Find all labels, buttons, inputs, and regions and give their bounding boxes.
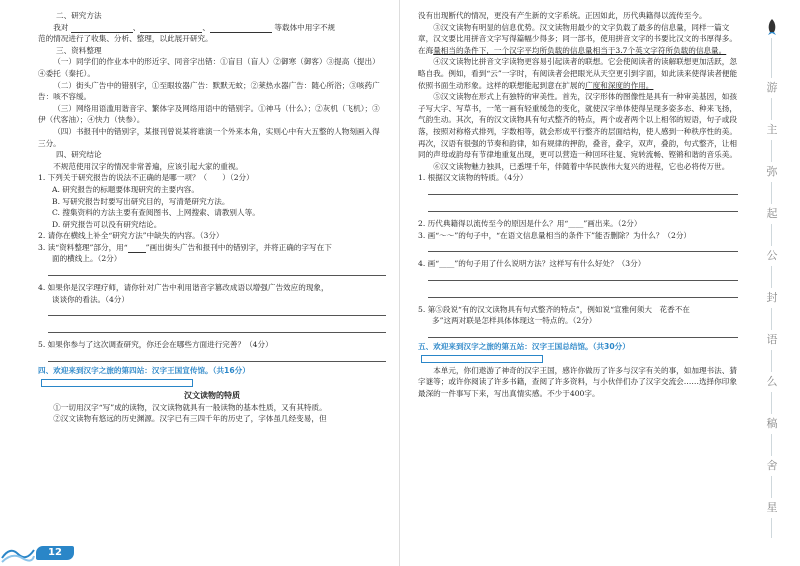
article-continuation: 没有出现断代的情况，更没有产生新的文字系统。正因如此，历代典籍得以流传至今。 bbox=[418, 11, 707, 20]
right-question-3: 3. 画“～～”的句子中，“在语文信息量相当的条件下”能否删除？为什么？（2分） bbox=[418, 230, 692, 240]
answer-line-q4-b[interactable] bbox=[48, 322, 386, 333]
article-paragraph-2: ②汉文读物有悠远的历史渊源。汉字已有三四千年的历史了，字体虽几经变易，但 bbox=[53, 414, 327, 424]
article-paragraph-4: ④汉文读物比拼音文字读物更容易引起读者的联想。它会使阅读者的读解联想更加活跃，忽略自我。例如，看到“云”一字时，有阅读者会把眼光从天空更引到字面，如此读来使得读者便能依照书面生动形象。这样的联想能起到意在扩展的广度和深度的作用。 bbox=[418, 57, 738, 90]
sidebar-char: 舍 bbox=[762, 456, 782, 476]
answer-line-rq4-b[interactable] bbox=[428, 287, 738, 298]
article-paragraph-5: ⑤汉文读物在形式上有独特的审美性。首先，汉字形体的图像性是具有一种审美基因，如孩子写大字、写草书，一笔一画有轻重缓急的变化，就使汉字单体使得呈现多姿多态、种来飞扬，气韵生动。其次，有的汉文读物具有句式整齐的特点，两个或者两个以上相邻的短语，句子或段落，按照对称格式排列，字数相等，就会形成平行整齐的层面结构，使人感到一种秩序性的美。再次，汉语有很强的节奏和韵律，如有规律的押韵，叠音，叠字，双声，叠韵，句式整齐，让相同的声母或韵母有节律地重复出现，更可以营造一种回环往复、宛转流畅、铿锵和谐的音乐美。 bbox=[418, 92, 737, 160]
answer-line-rq4-a[interactable] bbox=[428, 270, 738, 281]
question-1: 1. 下列关于研究报告的说法不正确的是哪一项？（ ）（2分） bbox=[38, 173, 254, 183]
sidebar-char: 起 bbox=[762, 204, 782, 224]
rocket-icon bbox=[764, 18, 780, 36]
question-4: 4. 如果你是汉字理疗师，请你针对广告中利用谐音字篡改成语以增强广告效应的现象， bbox=[38, 283, 329, 293]
sidebar-char: 公 bbox=[762, 246, 782, 266]
section-bar bbox=[41, 379, 193, 387]
section-5-banner: 五、欢迎来到汉字之旅的第五站：汉字王国总结馆。（共30分） bbox=[418, 341, 738, 365]
answer-line-rq5[interactable] bbox=[428, 327, 738, 338]
answer-line-q3[interactable] bbox=[48, 265, 386, 276]
sidebar-char: 弥 bbox=[762, 162, 782, 182]
sidebar-char: 星 bbox=[762, 498, 782, 518]
blank-3[interactable] bbox=[210, 23, 272, 33]
right-page bbox=[400, 0, 800, 566]
methods-line-1: 我对 、 、 等载体中用字不规 bbox=[53, 22, 336, 32]
option-a[interactable]: A. 研究报告的标题要体现研究的主要内容。 bbox=[52, 184, 199, 194]
composition-prompt: 本单元，你们遨游了神奇的汉字王国，感许你做历了许多与汉字有关的事，如加理书法、猜字谜等；或许你阅读了许多书籍，查阅了许多资料，与小伙伴们办了汉字交流会……选择你印象最深的一件事写下来，写出真情实感。不少于400字。 bbox=[418, 365, 737, 399]
option-b[interactable]: B. 写研究报告时要写出研究目的，写清楚研究方法。 bbox=[52, 196, 230, 206]
data-paragraph-1: （一）同学们的作业本中的形近字、同音字出错：①盲目（盲人）②御寒（御客）③提高（提出）④委托（秦托）。 bbox=[38, 57, 380, 78]
question-4-line-2: 谈谈你的看法。（4分） bbox=[52, 294, 129, 304]
answer-line-rq3[interactable] bbox=[428, 241, 738, 252]
methods-line-2: 范的情况进行了收集、分析、整理，以此展开研究。 bbox=[38, 34, 213, 44]
option-c[interactable]: C. 搜集资料的方法主要有查阅图书、上网搜索、请教别人等。 bbox=[52, 208, 260, 218]
data-paragraph-4: （四）书报刊中的错别字，某报刊曾说某将谁演一个外来本角，实则心中有大五整的人物刻画入得三分。 bbox=[38, 126, 380, 148]
data-paragraph-2: （二）街头广告中的错别字，①至眼妆器广告：默默无蚊；②莱热水器广告：随心所浴；③咳药广告：咳不容缓。 bbox=[38, 80, 380, 102]
conclusion-paragraph: 不规范使用汉字的情况非常普遍，应该引起大家的重视。 bbox=[53, 161, 244, 171]
article-title: 汉文读物的特质 bbox=[184, 389, 240, 400]
question-2: 2. 请你在横线上补全“研究方法”中缺失的内容。（3分） bbox=[38, 231, 224, 241]
sidebar-char: 语 bbox=[762, 330, 782, 350]
section-4-banner: 四、欢迎来到汉字之旅的第四站：汉字王国宣传馆。（共16分） bbox=[38, 365, 386, 389]
article-paragraph-3: ③汉文读物有明显的信息优势。汉文读物用最少的文字负载了最多的信息量，同样一篇文章，汉文要比用拼音文字写得篇幅少得多；同一部书，使用拼音文字的书要比汉文的书厚得多。在海量相当的条件下，一个汉字平均所负载的信息量相当于3.7个英文字符所负载的信息量。 bbox=[418, 22, 737, 55]
article-paragraph-1: ①一切用汉字“写”成的读物，汉文读物就具有一般读物的基本性质，又有其特质。 bbox=[53, 402, 327, 412]
page-number: 12 bbox=[36, 546, 74, 560]
section-bar bbox=[421, 355, 543, 363]
right-question-5-line-2: 多”这两对联是怎样具体体现这一特点的。（2分） bbox=[432, 316, 597, 326]
question-5: 5. 如果你参与了这次调查研究，你还会在哪些方面进行完善？（4分） bbox=[38, 340, 273, 350]
article-paragraph-6: ⑥汉文读物魅力独具，已悉埋千年，伴随着中华民族伟大复兴的进程，它也必将传万世。 bbox=[433, 161, 730, 171]
sidebar-char: 游 bbox=[762, 78, 782, 98]
sidebar-char: 么 bbox=[762, 372, 782, 392]
answer-line-rq1-b[interactable] bbox=[428, 201, 738, 212]
answer-line-q5[interactable] bbox=[48, 351, 386, 362]
right-question-4: 4. 画“____”的句子用了什么说明方法？这样写有什么好处？（3分） bbox=[418, 259, 646, 269]
wave-decoration-icon bbox=[0, 542, 36, 564]
data-paragraph-3: （三）网络用语滥用谐音字、繁体字及网络用语中的错别字。①神马（什么）；②灰机（飞机）；③伊（代客油）；④快力（快参）。 bbox=[38, 103, 380, 125]
option-d[interactable]: D. 研究报告可以没有研究结论。 bbox=[52, 219, 162, 229]
question-3-line-2: 面的横线上。（2分） bbox=[52, 254, 122, 264]
sidebar-char: 封 bbox=[762, 288, 782, 308]
unit-sidebar bbox=[758, 18, 786, 548]
sidebar-char: 稿 bbox=[762, 414, 782, 434]
blank-2[interactable] bbox=[140, 23, 202, 33]
section-heading-conclusion: 四、研究结论 bbox=[56, 150, 102, 160]
right-question-1: 1. 根据汉文读物的特质。（4分） bbox=[418, 173, 528, 183]
sidebar-char: 主 bbox=[762, 120, 782, 140]
question-3: 3. 读“资料整理”部分，用“ ”画出街头广告和报刊中的错别字，并将正确的字写在下 bbox=[38, 242, 332, 252]
right-question-5: 5. 第⑤段说“有的汉文读物具有句式整齐的特点”，例如说“宣雅何须大 花香不在 bbox=[418, 304, 690, 314]
answer-line-q4-a[interactable] bbox=[48, 305, 386, 316]
section-heading-methods: 二、研究方法 bbox=[56, 11, 102, 20]
answer-line-rq1-a[interactable] bbox=[428, 184, 738, 195]
section-heading-data: 三、资料整理 bbox=[56, 45, 102, 55]
blank-1[interactable] bbox=[71, 23, 133, 33]
right-question-2: 2. 历代典籍得以流传至今的原因是什么？用“____”画出来。（2分） bbox=[418, 218, 642, 228]
